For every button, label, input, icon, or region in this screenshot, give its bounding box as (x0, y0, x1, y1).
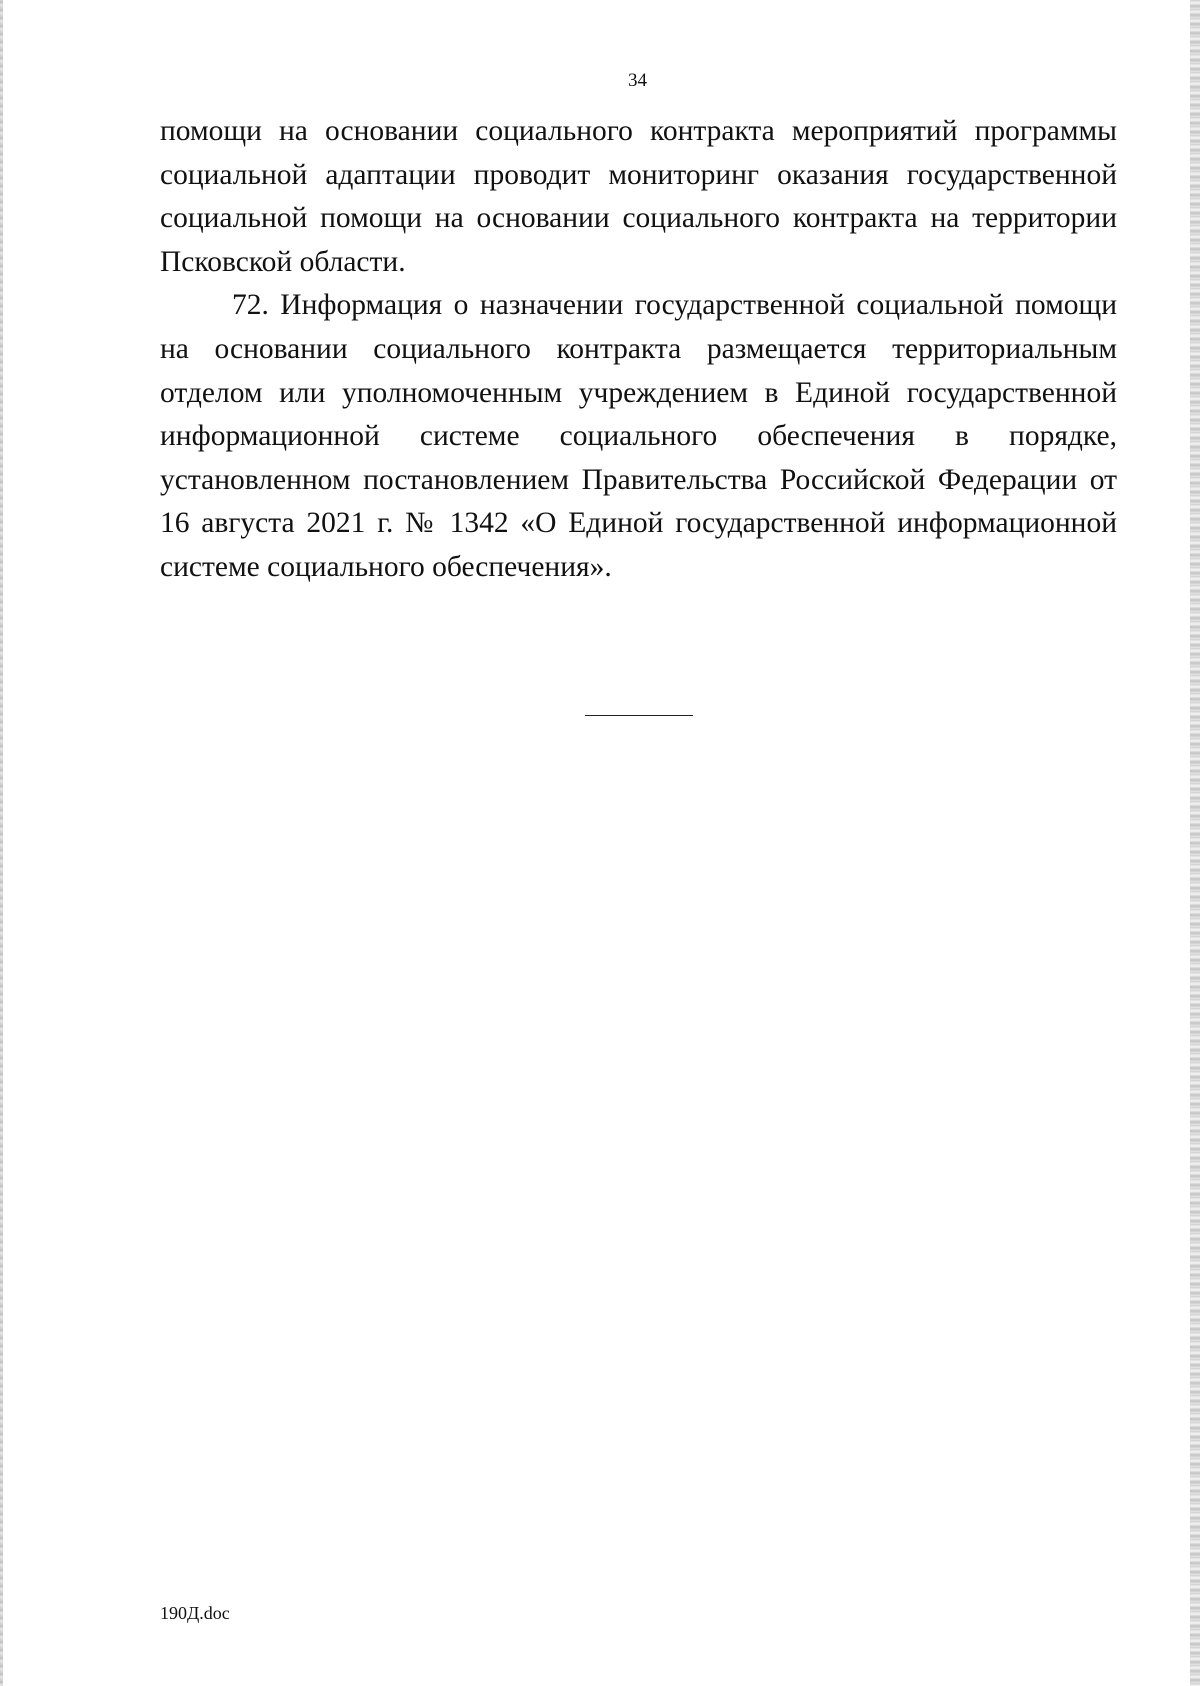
paragraph-72: 72. Информация о назначении государственной социальной помощи на основании социального контракта размещается территориальным отделом или уполномоченным учреждением в Единой государственной информационной системе социального обеспечения в порядке, установленном постановлением Правительства Российской Федерации от 16 августа 2021 г. № 1342 «О Единой государственной информационной системе социального обеспечения». (160, 289, 1117, 583)
end-divider-line (585, 715, 693, 716)
document-body (160, 110, 1117, 590)
scan-edge-left (0, 0, 3, 1686)
paragraph-continued: помощи на основании социального контракта мероприятий программы социальной адаптации проводит мониторинг оказания государственной социальной помощи на основании социального контракта на территории Псковской области. (160, 115, 1117, 278)
scan-edge-right (1190, 0, 1200, 1686)
footer-filename: 190Д.doc (160, 1603, 230, 1623)
page-number: 34 (628, 70, 647, 91)
